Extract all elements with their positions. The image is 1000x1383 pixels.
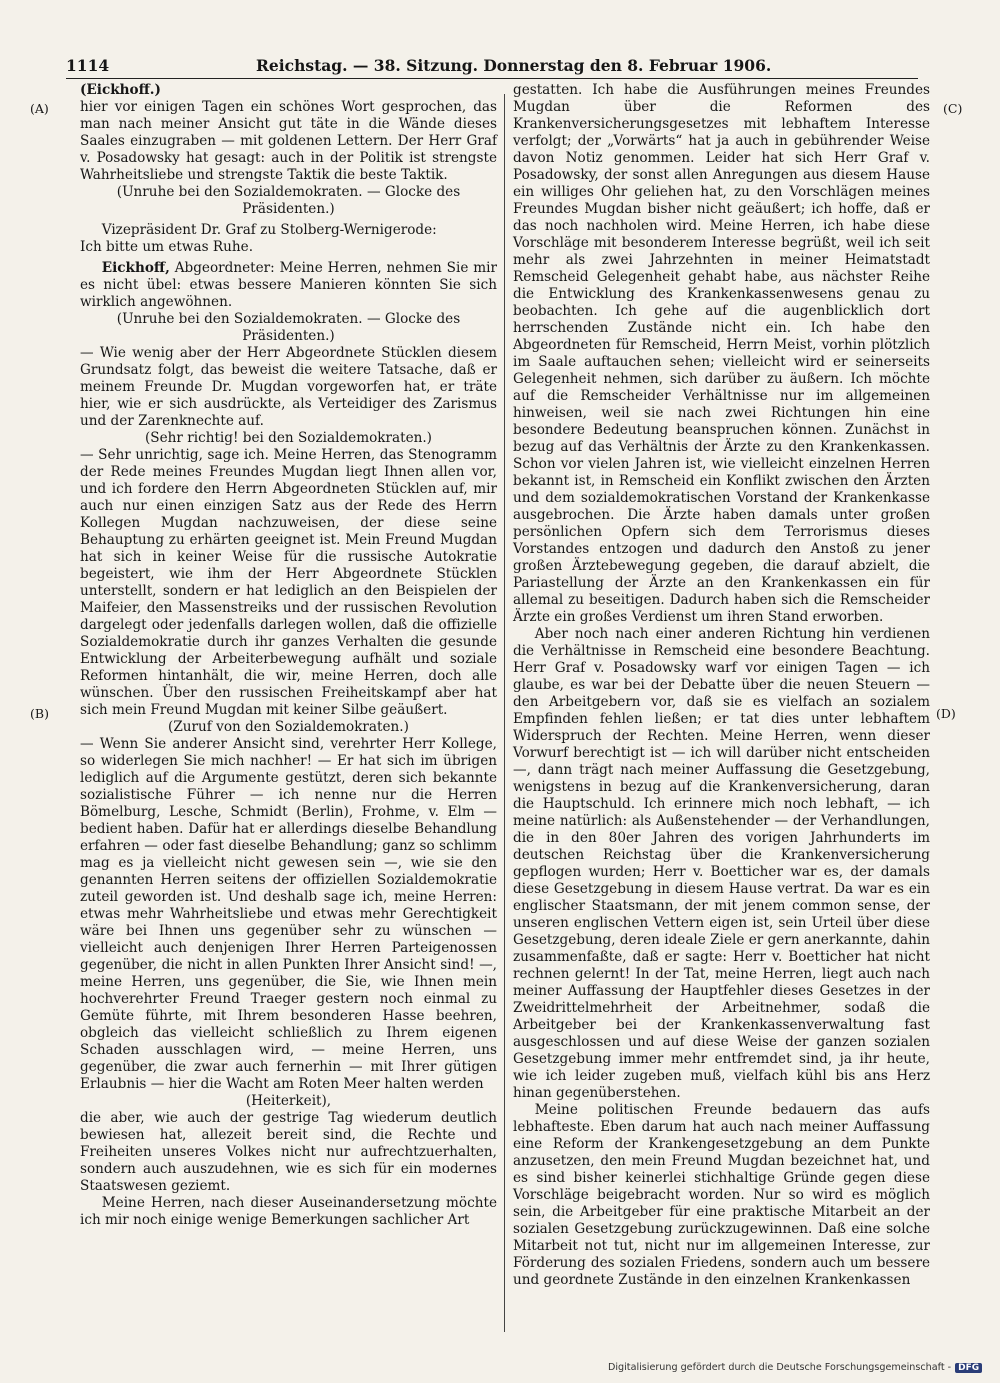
- right-column: [513, 82, 930, 1289]
- paragraph: [80, 260, 497, 311]
- margin-marker-b: (B): [30, 706, 49, 721]
- column-divider: [504, 94, 505, 1332]
- paragraph: — Wenn Sie anderer Ansicht sind, verehrter Herr Kollege, so widerlegen Sie mich nachher! — Er hat sich im übrigen lediglich auf die Argumente gestützt, deren sich bekannte sozialistische Führer — ich nenne nur die Herren Bömelburg, Lesche, Schmidt (Berlin), Frohme, v. Elm — bedient haben. Dafür hat er allerdings dieselbe Behandlung erfahren — oder fast dieselbe Behandlung; ganz so schlimm mag es ja vielleicht nicht gewesen sein —, wie sie den genannten Herren seitens der offiziellen Sozialdemokratie zuteil geworden ist. Und deshalb sage ich, meine Herren: etwas mehr Wahrheitsliebe und etwas mehr Gerechtigkeit wäre bei Ihnen uns gegenüber sehr zu wünschen — vielleicht auch denjenigen Ihrer Herren Parteigenossen gegenüber, die nicht in allen Punkten Ihrer Ansicht sind! —, meine Herren, uns gegenüber, die Sie, wie Ihnen mein hochverehrter Freund Traeger gestern noch einmal zu Gemüte führte, mit Ihrem besonderen Hasse beehren, obgleich das vielleicht schließlich zu Ihrem eigenen Schaden ausschlagen wird, — meine Herren, uns gegenüber, die zwar auch fernerhin — mit Ihrer gütigen Erlaubnis — hier die Wacht am Roten Meer halten werden: [80, 736, 497, 1092]
- margin-marker-a: (A): [30, 101, 49, 116]
- page-header: [66, 56, 918, 78]
- speech-text: Abgeordneter: Meine Herren, nehmen Sie mir es nicht übel: etwas bessere Manieren könnten Sie sich wirklich angewöhnen.: [80, 260, 497, 310]
- paragraph: Aber noch nach einer anderen Richtung hin verdienen die Verhältnisse in Remscheid eine besondere Beachtung. Herr Graf v. Posadowsky warf vor einigen Tagen — ich glaube, es war bei der Debatte über die neuen Steuern — den Arbeitgebern vor, daß sie es vielfach an sozialem Empfinden fehlen ließen; er tat dies unter lebhaftem Widerspruch der Rechten. Meine Herren, wenn dieser Vorwurf berechtigt ist — ich will darüber nicht entscheiden —, dann trägt nach meiner Auffassung die Gesetzgebung, wenigstens in bezug auf die Krankenversicherung, daran die Hauptschuld. Ich erinnere mich noch lebhaft, — ich meine natürlich: als Außenstehender — der Verhandlungen, die in den 80er Jahren des vorigen Jahrhunderts im deutschen Reichstag über die Krankenversicherung gepflogen wurden; Herr v. Boetticher war es, der damals diese Gesetzgebung in diesem Hause vertrat. Da war es ein englischer Staatsmann, der mit jenem common sense, der unseren englischen Vettern eigen ist, sein Urteil über diese Gesetzgebung, deren ideale Ziele er gern anerkannte, dahin zusammenfaßte, daß er sagte: Herr v. Boetticher hat nicht rechnen gelernt! In der Tat, meine Herren, liegt auch nach meiner Auffassung der Hauptfehler dieses Gesetzes in der Zweidrittelmehrheit der Arbeitnehmer, sodaß die Arbeitgeber bei der Krankenkassenverwaltung fast ausgeschlossen und auf diese Weise der ganzen sozialen Gesetzgebung immer mehr entfremdet sind, ja ihr heute, wie ich leider zugeben muß, vielfach kühl bis ans Herz hinan gegenüberstehen.: [513, 626, 930, 1101]
- paragraph: Meine Herren, nach dieser Auseinandersetzung möchte ich mir noch einige wenige Bemerkungen sachlicher Art: [80, 1195, 497, 1228]
- digitization-credit: [608, 1362, 982, 1378]
- interjection: (Unruhe bei den Sozialdemokraten. — Glocke des Präsidenten.): [116, 311, 461, 344]
- interjection: (Sehr richtig! bei den Sozialdemokraten.): [145, 430, 432, 446]
- paragraph: die aber, wie auch der gestrige Tag wiederum deutlich bewiesen hat, allezeit bereit sind, die Rechte und Freiheiten unseres Volkes nicht nur aufrechtzuerhalten, sondern auch auszudehnen, wie es sich für ein modernes Staatswesen geziemt.: [80, 1110, 497, 1194]
- paragraph: — Wie wenig aber der Herr Abgeordnete Stücklen diesem Grundsatz folgt, das beweist die weitere Tatsache, daß er meinem Freunde Dr. Mugdan vorgeworfen hat, er träte hier, wie er sich ausdrückte, als Verteidiger des Zarismus und der Zarenknechte auf.: [80, 345, 497, 429]
- paragraph: Meine politischen Freunde bedauern das aufs lebhafteste. Eben darum hat auch nach meiner Auffassung eine Reform der Krankengesetzgebung an dem Punkte anzusetzen, den mein Freund Mugdan bezeichnet hat, und es sind bisher keinerlei stichhaltige Gründe gegen diese Vorschläge beigebracht worden. Nur so wird es möglich sein, die Arbeitgeber für eine praktische Mitarbeit an der sozialen Gesetzgebung zurückzugewinnen. Daß eine solche Mitarbeit not tut, nicht nur im allgemeinen Interesse, zur Förderung des sozialen Friedens, sondern auch um bessere und geordnete Zustände in den einzelnen Krankenkassen: [513, 1102, 930, 1288]
- interjection: (Zuruf von den Sozialdemokraten.): [168, 719, 409, 735]
- margin-marker-d: (D): [936, 706, 956, 721]
- margin-marker-c: (C): [943, 101, 963, 116]
- speaker-name: Eickhoff,: [101, 260, 170, 276]
- paragraph: gestatten. Ich habe die Ausführungen meines Freundes Mugdan über die Reformen des Krankenversicherungsgesetzes mit lebhaftem Interesse verfolgt; der „Vorwärts“ hat ja auch in gebührender Weise davon Notiz genommen. Leider hat sich Herr Graf v. Posadowsky, der sonst allen Anregungen aus diesem Hause ein williges Ohr geliehen hat, zu den Vorschlägen meines Freundes Mugdan bisher nicht geäußert; ich hoffe, daß er das noch nachholen wird. Meine Herren, ich habe diese Vorschläge mit besonderem Interesse begrüßt, weil ich seit mehr als zwei Jahrzehnten in meiner Heimatstadt Remscheid Gelegenheit gehabt habe, aus nächster Reihe die Entwicklung des Krankenkassenwesens genau zu beobachten. Ich gehe auf die augenblicklich dort herrschenden Zustände nicht ein. Ich habe den Abgeordneten für Remscheid, Herrn Meist, vorhin plötzlich im Saale auftauchen sehen; vielleicht wird er seinerseits Gelegenheit nehmen, sich darüber zu äußern. Ich möchte auf die Remscheider Verhältnisse nur im allgemeinen hinweisen, weil sie nach zwei Richtungen hin eine besondere Bedeutung beanspruchen können. Zunächst in bezug auf das Verhältnis der Ärzte zu den Krankenkassen. Schon vor vielen Jahren ist, wie vielleicht einzelnen Herren bekannt ist, in Remscheid ein Konflikt zwischen den Ärzten und dem sozialdemokratischen Vorstand der Krankenkasse ausgebrochen. Die Ärzte haben damals unter großen persönlichen Opfern sich dem Terrorismus dieses Vorstandes entzogen und dadurch den Anstoß zu jener großen Ärztebewegung gegeben, die darauf abzielt, die Pariastellung der Ärzte an den Krankenkassen ein für allemal zu beseitigen. Dadurch haben sich die Remscheider Ärzte ein großes Verdienst um ihren Stand erworben.: [513, 82, 930, 625]
- presiding-speaker: Vizepräsident Dr. Graf zu Stolberg-Wernigerode:: [101, 222, 437, 238]
- interjection: (Heiterkeit),: [245, 1093, 332, 1109]
- paragraph: hier vor einigen Tagen ein schönes Wort gesprochen, das man nach meiner Ansicht gut täte in die Wände dieses Saales einzugraben — mit goldenen Lettern. Der Herr Graf v. Posadowsky hat gesagt: auch in der Politik ist strengste Wahrheitsliebe und strengste Taktik die beste Taktik.: [80, 99, 497, 183]
- header-rule: [66, 78, 918, 79]
- paragraph: Ich bitte um etwas Ruhe.: [80, 239, 254, 255]
- left-column: [80, 82, 497, 1229]
- running-title: Reichstag. — 38. Sitzung. Donnerstag den 8. Februar 1906.: [256, 56, 772, 75]
- paragraph: [80, 222, 497, 239]
- interjection: (Unruhe bei den Sozialdemokraten. — Glocke des Präsidenten.): [116, 184, 461, 217]
- paragraph: — Sehr unrichtig, sage ich. Meine Herren, das Stenogramm der Rede meines Freundes Mugdan liegt Ihnen allen vor, und ich fordere den Herrn Abgeordneten Stücklen auf, mir auch nur einen einzigen Satz aus der Rede des Herrn Kollegen Mugdan nachzuweisen, der diese seine Behauptung zu erhärten geeignet ist. Mein Freund Mugdan hat sich in keiner Weise für die russische Autokratie begeistert, wie ihm der Herr Abgeordnete Stücklen unterstellt, sondern er hat lediglich an den Beispielen der Maifeier, den Massenstreiks und der russischen Revolution dargelegt oder jedenfalls darlegen wollen, daß die offizielle Sozialdemokratie durch ihr ganzes Verhalten die gesunde Entwicklung der Arbeiterbewegung aufhält und soziale Reformen hintanhält, die wir, meine Herren, doch alle wünschen. Über den russischen Freiheitskampf aber hat sich mein Freund Mugdan mit keiner Silbe geäußert.: [80, 447, 497, 718]
- credit-text: Digitalisierung gefördert durch die Deutsche Forschungsgemeinschaft -: [608, 1362, 952, 1373]
- page-number: 1114: [66, 56, 110, 75]
- speaker-reference: (Eickhoff.): [80, 82, 161, 98]
- dfg-logo: DFG: [955, 1363, 982, 1373]
